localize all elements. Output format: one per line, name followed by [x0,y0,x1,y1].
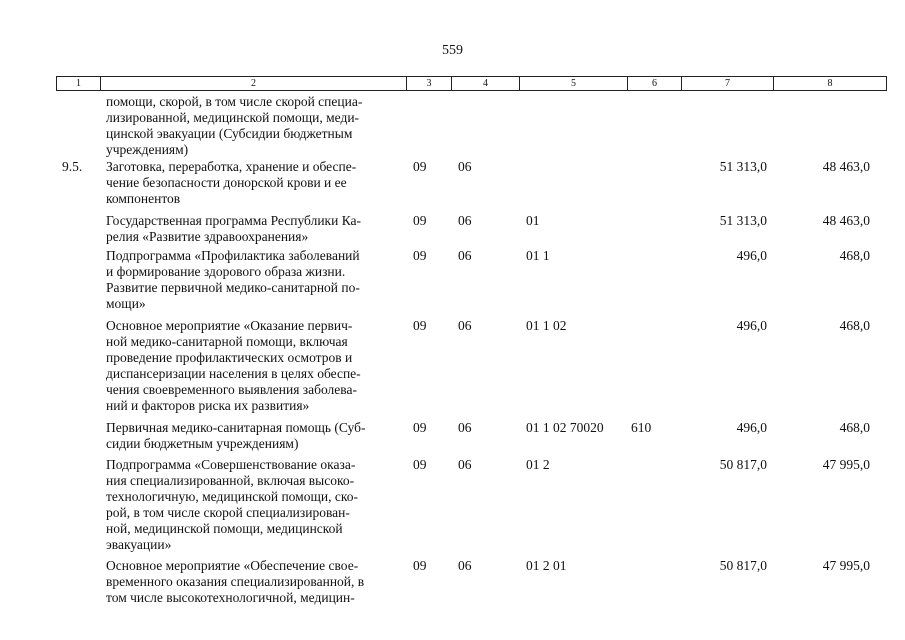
row-name-line: чение безопасности донорской крови и ее [106,175,347,190]
target-article-code: 01 [526,213,540,228]
row-name-line: Основное мероприятие «Оказание первич- [106,318,353,333]
row-name-line: лизированной, медицинской помощи, меди- [106,110,360,125]
subsection-code: 06 [458,457,472,472]
row-name-line: временного оказания специализированной, в [106,574,365,589]
row-name [106,558,401,606]
row-name-line: помощи, скорой, в том числе скорой специа- [106,94,363,109]
row-name-line: Подпрограмма «Профилактика заболеваний [106,248,360,263]
row-name-line: сидии бюджетным учреждениям) [106,436,299,451]
row-name-line: Заготовка, переработка, хранение и обеспе- [106,159,357,174]
section-code: 09 [413,457,427,472]
subsection-code: 06 [458,558,472,573]
subsection-code: 06 [458,420,472,435]
row-name-line: ний и факторов риска их развития» [106,398,310,413]
column-header-1: 1 [56,76,101,91]
section-code: 09 [413,213,427,228]
section-code: 09 [413,420,427,435]
row-name-line: мощи» [106,296,146,311]
row-name-line: диспансеризации населения в целях обеспе- [106,366,361,381]
row-name-line: эвакуации» [106,537,172,552]
row-name [106,94,401,158]
row-name [106,159,401,207]
row-name-line: Основное мероприятие «Обеспечение свое- [106,558,359,573]
row-name-line: компонентов [106,191,181,206]
column-header-4: 4 [451,76,520,91]
amount-column-8: 468,0 [839,420,870,435]
column-header-8: 8 [773,76,887,91]
subsection-code: 06 [458,248,472,263]
section-code: 09 [413,248,427,263]
column-header-7: 7 [681,76,774,91]
row-name-line: чения своевременного выявления заболева- [106,382,357,397]
section-code: 09 [413,159,427,174]
row-name-line: технологичную, медицинской помощи, ско- [106,489,358,504]
row-name [106,457,401,553]
page-number: 559 [442,43,463,58]
column-header-5: 5 [519,76,628,91]
amount-column-7: 50 817,0 [719,558,767,573]
target-article-code: 01 1 02 [526,318,567,333]
row-name-line: ной медико-санитарной помощи, включая [106,334,348,349]
amount-column-7: 496,0 [736,248,767,263]
subsection-code: 06 [458,159,472,174]
row-name-line: Развитие первичной медико-санитарной по- [106,280,360,295]
row-name-line: ния специализированной, включая высоко- [106,473,355,488]
row-name-line: том числе высокотехнологичной, медицин- [106,590,355,605]
row-number: 9.5. [62,159,83,174]
column-header-6: 6 [627,76,682,91]
row-name-line: Государственная программа Республики Ка- [106,213,362,228]
subsection-code: 06 [458,318,472,333]
section-code: 09 [413,318,427,333]
row-name-line: и формирование здорового образа жизни. [106,264,346,279]
column-header-3: 3 [406,76,452,91]
section-code: 09 [413,558,427,573]
amount-column-7: 50 817,0 [719,457,767,472]
row-name-line: Первичная медико-санитарная помощь (Суб- [106,420,366,435]
target-article-code: 01 1 02 70020 [526,420,604,435]
amount-column-8: 468,0 [839,248,870,263]
amount-column-8: 48 463,0 [822,213,870,228]
row-name-line: проведение профилактических осмотров и [106,350,353,365]
target-article-code: 01 2 [526,457,550,472]
row-name-line: Подпрограмма «Совершенствование оказа- [106,457,356,472]
row-name [106,420,401,452]
target-article-code: 01 1 [526,248,550,263]
target-article-code: 01 2 01 [526,558,567,573]
row-name [106,248,401,312]
expense-type-code: 610 [631,420,652,435]
row-name [106,318,401,414]
amount-column-8: 468,0 [839,318,870,333]
row-name-line: цинской эвакуации (Субсидии бюджетным [106,126,353,141]
amount-column-7: 51 313,0 [719,159,767,174]
row-name-line: ной, медицинской помощи, медицинской [106,521,343,536]
amount-column-8: 48 463,0 [822,159,870,174]
amount-column-7: 496,0 [736,318,767,333]
row-name-line: рой, в том числе скорой специализирован- [106,505,350,520]
row-name-line: учреждениям) [106,142,189,157]
table-header [0,76,905,93]
column-header-2: 2 [100,76,407,91]
amount-column-8: 47 995,0 [822,558,870,573]
row-name [106,213,401,245]
subsection-code: 06 [458,213,472,228]
row-name-line: релия «Развитие здравоохранения» [106,229,309,244]
amount-column-7: 496,0 [736,420,767,435]
amount-column-7: 51 313,0 [719,213,767,228]
amount-column-8: 47 995,0 [822,457,870,472]
